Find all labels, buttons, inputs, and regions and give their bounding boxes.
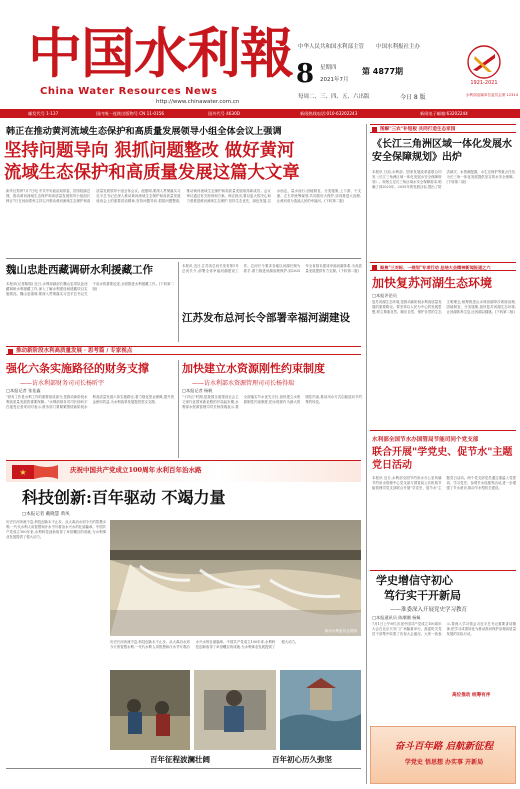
banner-body-continued: 历史长河奔流不息,科技创新永不止步。从大禹治水到今天的智慧水利,一代代水利人用智慧和汗水书写着治水兴水的壮丽篇章。中国共产党成立100年来,水利科技创新取得了举世瞩目的成就,为水利事业发展提供了强大动力。 bbox=[110, 640, 299, 649]
right-top-headline: 《长江三角洲区域一体化发展水安全保障规划》出炉 bbox=[372, 139, 512, 163]
small-photo-3 bbox=[280, 670, 361, 750]
right-mid-section: 聚焦"三对标、一规划"专项行动 总结大会精神新闻报道之六 bbox=[370, 262, 516, 271]
right-mid-byline: □本报评论员 bbox=[372, 293, 397, 298]
lead-headline-2: 流域生态保护和高质量发展这篇大文章 bbox=[4, 163, 300, 183]
centenary-banner bbox=[6, 460, 361, 482]
divider bbox=[178, 360, 179, 458]
lead-body: 新华社郑州7月7日电 中共中央政治局常委、国务院副总理、推动黄河流域生态保护和高质量发展领导小组组长韩正7日在河南郑州主持召开推动黄河流域生态保护和高质量发展领导小组全体会议。他强调,要深入贯彻落实习近平总书记在深入推动黄河流域生态保护和高质量发展座谈会上的重要讲话精神,坚持问题导向,狠抓问题整改,推动黄河流域生态保护和高质量发展取得新成效。会议审议通过有关规划和方案。韩正指出,要以更大的决心和力度推进黄河流域生态保护,坚持生态优先、绿色发展,以水而定、量水而行,因地制宜、分类施策,上下游、干支流、左右岸统筹谋划,共同抓好大保护,协同推进大治理,让黄河成为造福人民的幸福河。(下转第二版) bbox=[6, 189, 361, 203]
sluice-photo-icon bbox=[110, 520, 361, 636]
feature-section-header: 推动新阶段水利高质量发展 · 思考篇 / 专家视点 bbox=[6, 346, 361, 355]
lead-headline-1: 坚持问题导向 狠抓问题整改 做好黄河 bbox=[4, 141, 295, 161]
party-centenary-logo-icon bbox=[466, 44, 502, 86]
masthead-url: http://www.chinawater.com.cn bbox=[156, 99, 240, 105]
info-price: 国外代号 4630D bbox=[208, 111, 240, 116]
banner-photo bbox=[110, 520, 361, 636]
story-jiangsu-body: 本报讯 近日,江苏省总河长发布第1号总河长令,部署全省幸福河湖建设工作。总河长令要求各地以河湖长制为抓手,着力推进河湖治理保护,到2025年全省基本建成幸福河湖体系,为高质量发展提供有力支撑。(下转第二版) bbox=[182, 264, 362, 273]
right-top-body: 本报讯 日前,水利部、国家发展改革委联合印发《长江三角洲区域一体化发展水安全保障规划》。规划立足长三角区域水安全保障需求,明确了到2025年、2035年的发展目标,提出了防洪减灾、水资源配置、水生态保护等重点任务,为长三角一体化发展提供坚实的水安全保障。(下转第二版) bbox=[372, 170, 516, 189]
masthead-pages: 今日 8 版 bbox=[400, 94, 426, 101]
story-resil-byline: □本报记者 杨帆 bbox=[182, 388, 213, 393]
right-top-section: 图解"三农"补短板 共同打造生态家园 bbox=[370, 124, 516, 133]
masthead-schedule: 每周二、三、四、五、六出版 bbox=[298, 94, 370, 100]
banner-body: 历史长河奔流不息,科技创新永不止步。从大禹治水到今天的智慧水利,一代代水利人用智慧和汗水书写着治水兴水的壮丽篇章。中国共产党成立100年来,水利科技创新取得了举世瞩目的成就,为水利事业发展提供了强大动力。 bbox=[6, 520, 106, 539]
banner-byline: □本报记者 戴晓慧 黄凤 bbox=[22, 512, 70, 517]
footer-ad bbox=[370, 726, 516, 784]
info-code: 邮发代号 1-137 bbox=[28, 111, 59, 116]
banner-left: 庆祝中国共产党成立100周年 bbox=[70, 466, 156, 474]
right-mid-headline: 加快复苏河湖生态环境 bbox=[372, 276, 493, 290]
masthead-title-en: China Water Resources News bbox=[40, 86, 218, 97]
masthead-weekday: 星期四 bbox=[320, 65, 337, 71]
masthead-day: 8 bbox=[296, 59, 315, 89]
info-right-1: 新闻热线电话:010-63202243 bbox=[300, 111, 358, 116]
divider bbox=[370, 570, 516, 571]
svg-text:★: ★ bbox=[19, 468, 27, 477]
lead-kicker: 韩正在推动黄河流域生态保护和高质量发展领导小组全体会议上强调 bbox=[6, 126, 282, 137]
divider bbox=[178, 262, 179, 342]
banner-headline: 科技创新:百年驱动 不竭力量 bbox=[22, 488, 226, 507]
banner-right: 水利百年治水路 bbox=[156, 466, 202, 474]
story-six-headline: 强化六条实施路径的财务支撑 bbox=[6, 362, 149, 375]
right-study-sub: ——淮委深入开展党史学习教育 bbox=[390, 607, 468, 613]
masthead-sponsor-1: 中华人民共和国水利部主管 bbox=[298, 44, 365, 50]
story-resil-headline: 加快建立水资源刚性约束制度 bbox=[182, 362, 325, 375]
story-wei-headline: 魏山忠赴西藏调研水利援藏工作 bbox=[6, 264, 153, 276]
small-photo-1 bbox=[110, 670, 190, 750]
story-six-byline: □本报记者 张佳鑫 bbox=[6, 388, 41, 393]
masthead-logo bbox=[466, 44, 502, 86]
right-party-headline: 联合开展"学党史、促节水"主题党日活动 bbox=[372, 447, 513, 471]
footer-ad-line-2: 学党史 悟思想 办实事 开新局 bbox=[404, 759, 484, 766]
banner-caption-1: 百年征程波澜壮阔 bbox=[150, 755, 210, 764]
masthead-sponsor-2: 中国水利报社主办 bbox=[376, 44, 421, 50]
engineer-photo-icon bbox=[194, 670, 276, 750]
right-study-byline: □本报通讯员 陈潮潮 杨佩 bbox=[372, 615, 421, 620]
divider bbox=[370, 430, 516, 431]
photo-credit: 黄河水利委员会供图 bbox=[324, 629, 357, 633]
masthead-issue: 第 4877期 bbox=[362, 67, 404, 76]
story-resil-sub: ——访水利部水资源管理司司长杨得瑞 bbox=[192, 380, 295, 387]
info-cn: 国内统一连续出版物号 CN 11-0156 bbox=[96, 111, 165, 116]
masthead-logo-caption: 水利部直属单位委员会第 12314 bbox=[465, 93, 518, 97]
masthead-title: 中国水利報 bbox=[28, 21, 293, 85]
divider bbox=[6, 768, 361, 769]
banner-caption-2: 百年初心历久弥坚 bbox=[272, 755, 332, 764]
story-jiangsu-headline: 江苏发布总河长令部署幸福河湖建设 bbox=[182, 312, 350, 324]
story-wei-body: 本报讯(记者陈瑞) 近日,水利部副部长魏山忠带队赴西藏调研水利援藏工作,深入了解水利建设和援藏项目实施情况。魏山忠强调,要深入贯彻落实习近平总书记关于治水的重要论述,全面推进水利援藏工作。(下转第二版) bbox=[6, 282, 174, 296]
info-bar bbox=[0, 109, 520, 118]
story-six-body: "财务工作是水利工作的重要组成部分,是推动新阶段水利高质量发展的重要保障。"水利部财务司司长杨昕宇在接受记者采访时表示,财务部门要紧紧围绕新阶段水利高质量发展六条实施路径,着力强化资金保障,提升资金使用效益,为水利改革发展提供坚实支撑。 bbox=[6, 395, 174, 409]
workers-photo-icon bbox=[110, 670, 190, 750]
footer-ad-line-1: 奋斗百年路 启航新征程 bbox=[394, 741, 494, 752]
right-party-body: 本报讯 近日,水利部全国节约用水办公室所属节约用水管理中心党支部与国管局公共机构节能管理司党支部联合开展"学党史、促节水"主题党日活动。两个党支部党员通过重温入党誓词、学习党史、参观节水设施等活动,进一步增强了节水意识,推动节水型机关建设。 bbox=[372, 476, 516, 490]
right-study-subhead: 高位推动 统筹有序 bbox=[452, 693, 491, 698]
right-mid-body: 复苏河湖生态环境,是推动新阶段水利高质量发展的重要路径。要坚持以人民为中心的发展思想,树立尊重自然、顺应自然、保护自然的生态文明理念,统筹推进山水林田湖草沙系统治理,因地制宜、分类施策,加快复苏河湖生态环境,让河湖休养生息,还河湖以健康。(下转第二版) bbox=[372, 300, 516, 314]
story-six-sub: ——访水利部财务司司长杨昕宇 bbox=[20, 380, 105, 387]
right-party-kicker: 水利部全国节水办国管局节能司同个党支部 bbox=[372, 437, 479, 443]
masthead bbox=[0, 0, 520, 118]
masthead-date: 2021年7月 bbox=[320, 77, 349, 83]
story-resil-body: "十四五"时期,是我国全面建设社会主义现代化国家新征程的开局起步期,水利部水资源管理司司长杨得瑞表示,要全面落实节水优先方针,加快建立水资源刚性约束制度,把水资源作为最大的刚性约束,推动用水方式由粗放向节约集约转变。 bbox=[182, 395, 362, 409]
river-photo-icon bbox=[280, 670, 361, 750]
right-study-headline-2: 笃行实干开新局 bbox=[384, 589, 461, 602]
info-right-2: 新闻电子邮箱:63202244 bbox=[420, 111, 468, 116]
small-photo-2 bbox=[194, 670, 276, 750]
divider bbox=[6, 258, 361, 259]
column-divider bbox=[366, 124, 367, 784]
svg-text:1921-2021: 1921-2021 bbox=[470, 80, 498, 86]
right-study-body: 7月1日上午9时,庆祝中国共产党成立100周年大会在北京天安门广场隆重举行。淮委机关党员干部集中收看了庆祝大会盛况。大家一致表示,要深入学习领会习近平总书记重要讲话精神,把学习成果转化为推动淮河保护治理高质量发展的实际行动。 bbox=[372, 622, 516, 636]
party-flag-icon bbox=[10, 463, 60, 481]
right-study-headline-1: 学史增信守初心 bbox=[376, 574, 453, 587]
